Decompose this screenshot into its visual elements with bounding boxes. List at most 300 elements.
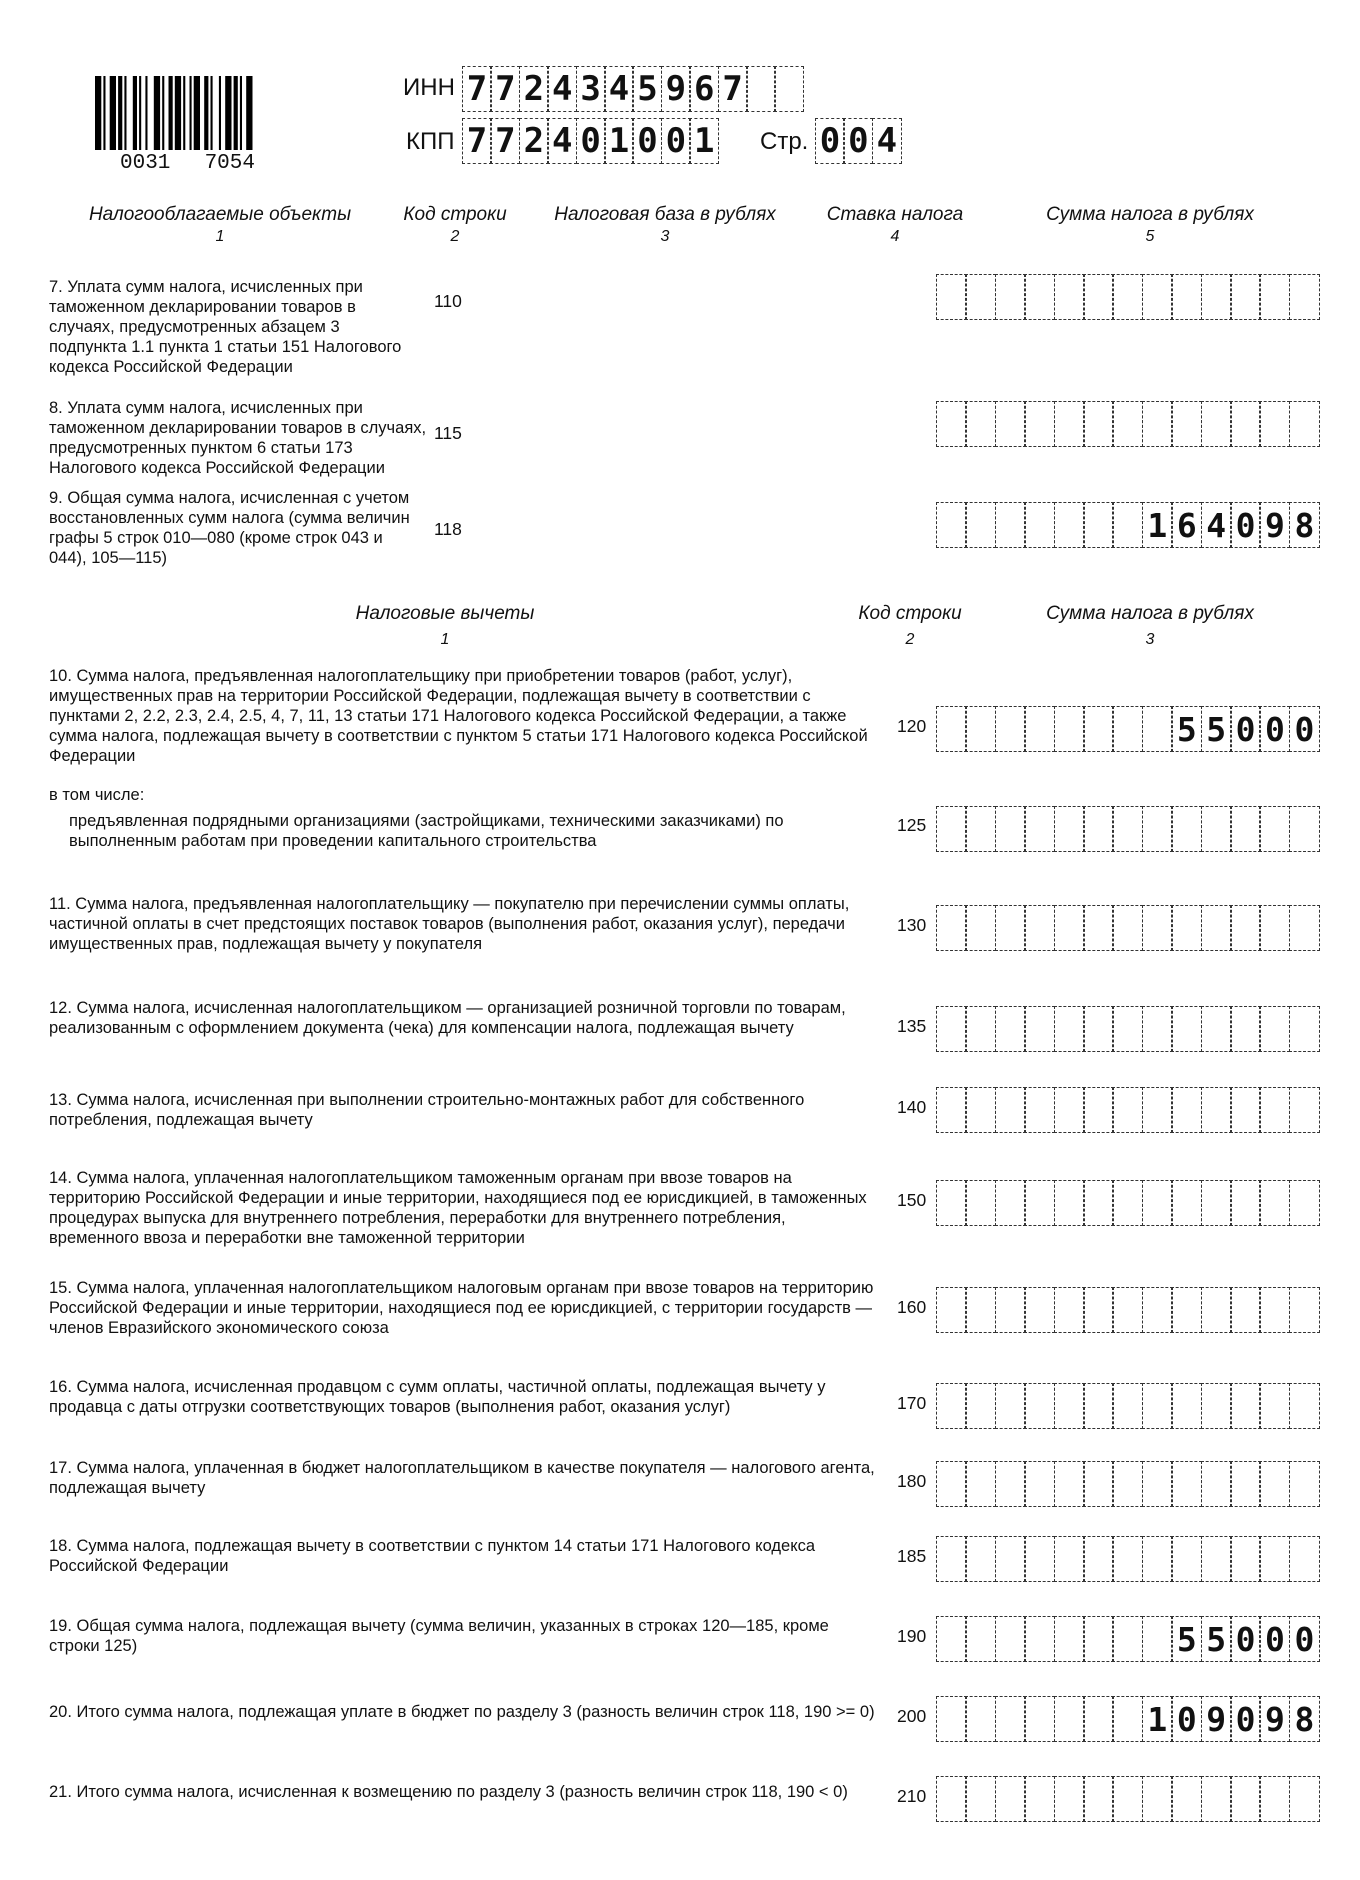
digit-cell[interactable]: 9: [1259, 502, 1290, 548]
deduction-row-label: 19. Общая сумма налога, подлежащая вычету (сумма величин, указанных в строках 120—185, кроме строки 125): [49, 1617, 829, 1655]
digit-cell[interactable]: [1024, 905, 1055, 951]
deduction-row-amount-field[interactable]: [936, 1006, 1320, 1052]
digit-cell[interactable]: [1171, 905, 1202, 951]
digit-cell[interactable]: [1083, 1461, 1114, 1507]
digit-cell[interactable]: 0: [1230, 502, 1261, 548]
deduction-row-amount-field[interactable]: [936, 1616, 1320, 1662]
digit-cell[interactable]: [1083, 806, 1114, 852]
digit-cell[interactable]: [1083, 706, 1114, 752]
digit-cell[interactable]: [1142, 1006, 1173, 1052]
digit-cell[interactable]: [965, 274, 996, 320]
digit-cell[interactable]: [995, 1087, 1026, 1133]
tax-object-row-label: 8. Уплата сумм налога, исчисленных при таможенном декларировании товаров в случаях, предусмотренных пунктом 6 статьи 173 Налогового кодекса Российской Федерации: [49, 399, 427, 477]
deduction-row-code: 185: [897, 1546, 927, 1566]
deduction-row-amount-field[interactable]: [936, 1776, 1320, 1822]
digit-cell[interactable]: 7: [718, 66, 748, 112]
kpp-field[interactable]: [462, 118, 719, 164]
deduction-row-label: 15. Сумма налога, уплаченная налогоплательщиком налоговым органам при ввозе товаров на территорию Российской Федерации и иные территории, находящиеся под ее юрисдикцией, с территории государств — членов Евразийского экономического союза: [49, 1279, 874, 1337]
digit-cell[interactable]: [1289, 1287, 1320, 1333]
digit-cell[interactable]: [1289, 1536, 1320, 1582]
digit-cell[interactable]: [1289, 905, 1320, 951]
deductions-col1-num: 1: [440, 631, 450, 648]
digit-cell[interactable]: [1083, 502, 1114, 548]
deduction-row-code: 130: [897, 915, 927, 935]
deductions-col3-header: Сумма налога в рублях: [1046, 603, 1254, 624]
digit-cell[interactable]: [995, 905, 1026, 951]
digit-cell[interactable]: [1230, 274, 1261, 320]
digit-cell[interactable]: [965, 1776, 996, 1822]
barcode-number-left: 0031: [120, 152, 171, 175]
digit-cell[interactable]: [1201, 1383, 1232, 1429]
digit-cell[interactable]: [1142, 1383, 1173, 1429]
digit-cell[interactable]: [1054, 274, 1085, 320]
deduction-row-code: 180: [897, 1471, 927, 1491]
digit-cell[interactable]: [1024, 1006, 1055, 1052]
digit-cell[interactable]: [995, 1180, 1026, 1226]
digit-cell[interactable]: [936, 1287, 967, 1333]
deduction-row-label: 12. Сумма налога, исчисленная налогоплательщиком — организацией розничной торговли по товарам, реализованным с оформлением документа (чека) для компенсации налога, подлежащая вычету: [49, 999, 846, 1037]
digit-cell[interactable]: [965, 1287, 996, 1333]
digit-cell[interactable]: 9: [1201, 1696, 1232, 1742]
deduction-row-amount-field[interactable]: [936, 706, 1320, 752]
col3-num: 3: [660, 228, 670, 245]
digit-cell[interactable]: 0: [843, 118, 873, 164]
digit-cell[interactable]: [936, 1087, 967, 1133]
digit-cell[interactable]: [995, 1461, 1026, 1507]
digit-cell[interactable]: 7: [490, 66, 520, 112]
digit-cell[interactable]: [1083, 401, 1114, 447]
digit-cell[interactable]: [1112, 905, 1143, 951]
digit-cell[interactable]: [1259, 1461, 1290, 1507]
digit-cell[interactable]: [1054, 1087, 1085, 1133]
digit-cell[interactable]: [1259, 1776, 1290, 1822]
barcode-bars: [95, 76, 280, 150]
digit-cell[interactable]: [1289, 1461, 1320, 1507]
digit-cell[interactable]: [1259, 1087, 1290, 1133]
digit-cell[interactable]: [1024, 1536, 1055, 1582]
digit-cell[interactable]: [1054, 1006, 1085, 1052]
digit-cell[interactable]: 9: [1259, 1696, 1290, 1742]
digit-cell[interactable]: [965, 806, 996, 852]
digit-cell[interactable]: [1024, 1180, 1055, 1226]
digit-cell[interactable]: [1083, 1087, 1114, 1133]
digit-cell[interactable]: [1112, 274, 1143, 320]
digit-cell[interactable]: 3: [576, 66, 606, 112]
digit-cell[interactable]: [1289, 806, 1320, 852]
deduction-row-code: 150: [897, 1190, 927, 1210]
digit-cell[interactable]: [1171, 401, 1202, 447]
digit-cell[interactable]: 0: [1230, 706, 1261, 752]
digit-cell[interactable]: 5: [1171, 1616, 1202, 1662]
digit-cell[interactable]: [1054, 1536, 1085, 1582]
digit-cell[interactable]: [1289, 1776, 1320, 1822]
digit-cell[interactable]: [1083, 1383, 1114, 1429]
digit-cell[interactable]: [1142, 1287, 1173, 1333]
digit-cell[interactable]: [1289, 274, 1320, 320]
tax-object-row-label: 9. Общая сумма налога, исчисленная с учетом восстановленных сумм налога (сумма величин графы 5 строк 010—080 (кроме строк 043 и 044), 105—115): [49, 489, 410, 567]
digit-cell[interactable]: [995, 1536, 1026, 1582]
digit-cell[interactable]: [936, 706, 967, 752]
digit-cell[interactable]: 4: [872, 118, 902, 164]
digit-cell[interactable]: [1112, 401, 1143, 447]
digit-cell[interactable]: [746, 66, 776, 112]
digit-cell[interactable]: [1083, 274, 1114, 320]
deduction-row-amount-field[interactable]: [936, 1536, 1320, 1582]
digit-cell[interactable]: [1171, 1087, 1202, 1133]
digit-cell[interactable]: [995, 1383, 1026, 1429]
deduction-row-amount-field[interactable]: [936, 905, 1320, 951]
digit-cell[interactable]: 0: [632, 118, 662, 164]
digit-cell[interactable]: [1201, 1180, 1232, 1226]
digit-cell[interactable]: [936, 1776, 967, 1822]
digit-cell[interactable]: [1201, 1536, 1232, 1582]
tax-object-row-label: 7. Уплата сумм налога, исчисленных при таможенном декларировании товаров в случаях, предусмотренных абзацем 3 подпункта 1.1 пункта 1 статьи 151 Налогового кодекса Российской Федерации: [49, 278, 402, 376]
digit-cell[interactable]: [1112, 1776, 1143, 1822]
digit-cell[interactable]: [1230, 1383, 1261, 1429]
deduction-row-amount-field[interactable]: [936, 1461, 1320, 1507]
digit-cell[interactable]: 4: [1201, 502, 1232, 548]
digit-cell[interactable]: [1201, 401, 1232, 447]
deduction-row-code: 135: [897, 1016, 927, 1036]
col1-num: 1: [215, 228, 225, 245]
digit-cell[interactable]: [965, 706, 996, 752]
digit-cell[interactable]: 0: [1171, 1696, 1202, 1742]
digit-cell[interactable]: [1171, 1536, 1202, 1582]
digit-cell[interactable]: [1024, 1696, 1055, 1742]
digit-cell[interactable]: [965, 905, 996, 951]
digit-cell[interactable]: [1024, 1616, 1055, 1662]
digit-cell[interactable]: [1142, 1180, 1173, 1226]
digit-cell[interactable]: [1024, 274, 1055, 320]
digit-cell[interactable]: [1054, 1616, 1085, 1662]
digit-cell[interactable]: [936, 1616, 967, 1662]
digit-cell[interactable]: [965, 1180, 996, 1226]
digit-cell[interactable]: [1201, 274, 1232, 320]
digit-cell[interactable]: [1083, 1536, 1114, 1582]
digit-cell[interactable]: [1259, 1287, 1290, 1333]
digit-cell[interactable]: [1024, 1087, 1055, 1133]
digit-cell[interactable]: [1201, 1006, 1232, 1052]
digit-cell[interactable]: [1201, 1287, 1232, 1333]
digit-cell[interactable]: 1: [1142, 1696, 1173, 1742]
digit-cell[interactable]: [936, 274, 967, 320]
digit-cell[interactable]: [1230, 1776, 1261, 1822]
digit-cell[interactable]: [995, 1006, 1026, 1052]
digit-cell[interactable]: [1054, 905, 1085, 951]
digit-cell[interactable]: [1024, 1776, 1055, 1822]
col5-num: 5: [1145, 228, 1155, 245]
digit-cell[interactable]: [1171, 1006, 1202, 1052]
digit-cell[interactable]: [936, 905, 967, 951]
deduction-row-code: 125: [897, 815, 927, 835]
digit-cell[interactable]: [936, 806, 967, 852]
digit-cell[interactable]: [1171, 1180, 1202, 1226]
digit-cell[interactable]: [936, 1180, 967, 1226]
digit-cell[interactable]: [1230, 1006, 1261, 1052]
digit-cell[interactable]: [1112, 1180, 1143, 1226]
digit-cell[interactable]: 1: [604, 118, 634, 164]
deduction-row-code: 170: [897, 1393, 927, 1413]
digit-cell[interactable]: 5: [1201, 706, 1232, 752]
digit-cell[interactable]: 0: [576, 118, 606, 164]
digit-cell[interactable]: [965, 1616, 996, 1662]
deduction-row-amount-field[interactable]: [936, 1287, 1320, 1333]
digit-cell[interactable]: [1142, 274, 1173, 320]
tax-object-row-code: 118: [434, 519, 462, 539]
digit-cell[interactable]: [1171, 274, 1202, 320]
digit-cell[interactable]: [995, 1287, 1026, 1333]
digit-cell[interactable]: [1054, 806, 1085, 852]
digit-cell[interactable]: 4: [547, 66, 577, 112]
digit-cell[interactable]: [995, 706, 1026, 752]
digit-cell[interactable]: [1054, 1287, 1085, 1333]
digit-cell[interactable]: [1230, 1287, 1261, 1333]
digit-cell[interactable]: [1289, 1180, 1320, 1226]
deductions-col2-num: 2: [905, 631, 915, 648]
digit-cell[interactable]: [995, 1616, 1026, 1662]
digit-cell[interactable]: [1142, 706, 1173, 752]
digit-cell[interactable]: [995, 274, 1026, 320]
digit-cell[interactable]: [1054, 1383, 1085, 1429]
digit-cell[interactable]: [1024, 806, 1055, 852]
inn-label: ИНН: [403, 74, 455, 101]
digit-cell[interactable]: 7: [490, 118, 520, 164]
deduction-row-amount-field[interactable]: [936, 1087, 1320, 1133]
digit-cell[interactable]: [1142, 1087, 1173, 1133]
digit-cell[interactable]: [1054, 1696, 1085, 1742]
deduction-row-label: предъявленная подрядными организациями (застройщиками, техническими заказчиками) по выполненным работам при проведении капитального строительства: [69, 812, 784, 850]
digit-cell[interactable]: [1054, 706, 1085, 752]
deduction-row-label: 16. Сумма налога, исчисленная продавцом с сумм оплаты, частичной оплаты, подлежащая вычету у продавца с даты отгрузки соответствующих товаров (выполнения работ, оказания услуг): [49, 1378, 826, 1416]
col4-num: 4: [890, 228, 900, 245]
digit-cell[interactable]: 2: [519, 66, 549, 112]
deduction-row-label: 18. Сумма налога, подлежащая вычету в соответствии с пунктом 14 статьи 171 Налогового кодекса Российской Федерации: [49, 1537, 816, 1575]
digit-cell[interactable]: [1112, 1383, 1143, 1429]
deduction-row-label: 11. Сумма налога, предъявленная налогоплательщику — покупателю при перечислении суммы оплаты, частичной оплаты в счет предстоящих поставок товаров (выполнения работ, оказания услуг), передачи имущественных прав, подлежащая вычету у покупателя: [49, 895, 850, 953]
digit-cell[interactable]: 2: [519, 118, 549, 164]
kpp-label: КПП: [406, 128, 455, 155]
digit-cell[interactable]: [1054, 1461, 1085, 1507]
digit-cell[interactable]: [1112, 806, 1143, 852]
digit-cell[interactable]: [1289, 1087, 1320, 1133]
digit-cell[interactable]: 4: [547, 118, 577, 164]
digit-cell[interactable]: [1259, 274, 1290, 320]
digit-cell[interactable]: [1201, 1087, 1232, 1133]
digit-cell[interactable]: 0: [1259, 706, 1290, 752]
digit-cell[interactable]: [1289, 401, 1320, 447]
digit-cell[interactable]: [1083, 1006, 1114, 1052]
digit-cell[interactable]: 5: [632, 66, 662, 112]
tax-object-row-code: 115: [434, 423, 462, 443]
deduction-row-amount-field[interactable]: [936, 806, 1320, 852]
tax-object-row-amount-field[interactable]: [936, 274, 1320, 320]
digit-cell[interactable]: [1259, 1383, 1290, 1429]
col1-header: Налогооблагаемые объекты: [88, 204, 352, 225]
digit-cell[interactable]: [1289, 1006, 1320, 1052]
digit-cell[interactable]: [1171, 1776, 1202, 1822]
digit-cell[interactable]: [936, 1696, 967, 1742]
digit-cell[interactable]: [1024, 1383, 1055, 1429]
col5-header: Сумма налога в рублях: [1046, 204, 1254, 225]
digit-cell[interactable]: 7: [462, 66, 492, 112]
digit-cell[interactable]: [936, 502, 967, 548]
digit-cell[interactable]: [1112, 1461, 1143, 1507]
digit-cell[interactable]: [965, 502, 996, 548]
digit-cell[interactable]: [995, 401, 1026, 447]
digit-cell[interactable]: [1112, 1616, 1143, 1662]
digit-cell[interactable]: [1112, 1287, 1143, 1333]
deduction-row-code: 190: [897, 1626, 927, 1646]
digit-cell[interactable]: [965, 1087, 996, 1133]
page-number-field[interactable]: [815, 118, 902, 164]
digit-cell[interactable]: [965, 1383, 996, 1429]
deductions-col3-num: 3: [1145, 631, 1155, 648]
digit-cell[interactable]: [1024, 706, 1055, 752]
digit-cell[interactable]: 0: [1289, 706, 1320, 752]
digit-cell[interactable]: [1230, 1461, 1261, 1507]
col3-header: Налоговая база в рублях: [554, 204, 776, 225]
including-label: в том числе:: [49, 786, 145, 804]
digit-cell[interactable]: [1024, 1461, 1055, 1507]
deduction-row-label: 13. Сумма налога, исчисленная при выполнении строительно-монтажных работ для собственного потребления, подлежащая вычету: [49, 1091, 805, 1129]
deduction-row-code: 160: [897, 1297, 927, 1317]
digit-cell[interactable]: [1142, 1461, 1173, 1507]
digit-cell[interactable]: [1201, 806, 1232, 852]
digit-cell[interactable]: [1230, 1180, 1261, 1226]
digit-cell[interactable]: [1083, 1287, 1114, 1333]
deduction-row-label: 21. Итого сумма налога, исчисленная к возмещению по разделу 3 (разность величин строк 118, 190 < 0): [49, 1783, 848, 1801]
digit-cell[interactable]: [1201, 1776, 1232, 1822]
digit-cell[interactable]: [1024, 1287, 1055, 1333]
digit-cell[interactable]: [965, 401, 996, 447]
digit-cell[interactable]: [995, 1776, 1026, 1822]
digit-cell[interactable]: 5: [1201, 1616, 1232, 1662]
digit-cell[interactable]: [1024, 401, 1055, 447]
digit-cell[interactable]: [1112, 1696, 1143, 1742]
digit-cell[interactable]: [1201, 905, 1232, 951]
digit-cell[interactable]: 0: [1230, 1696, 1261, 1742]
digit-cell[interactable]: [1230, 806, 1261, 852]
deduction-row-label: 17. Сумма налога, уплаченная в бюджет налогоплательщиком в качестве покупателя — налогового агента, подлежащая вычету: [49, 1459, 875, 1497]
digit-cell[interactable]: 1: [1142, 502, 1173, 548]
digit-cell[interactable]: [1083, 1696, 1114, 1742]
digit-cell[interactable]: [1142, 905, 1173, 951]
inn-field[interactable]: [462, 66, 804, 112]
digit-cell[interactable]: [965, 1461, 996, 1507]
digit-cell[interactable]: [1201, 1461, 1232, 1507]
tax-object-row-code: 110: [434, 291, 462, 311]
digit-cell[interactable]: 8: [1289, 502, 1320, 548]
digit-cell[interactable]: [1230, 1087, 1261, 1133]
digit-cell[interactable]: [1054, 1776, 1085, 1822]
digit-cell[interactable]: [936, 1383, 967, 1429]
digit-cell[interactable]: [1083, 1776, 1114, 1822]
digit-cell[interactable]: [1259, 806, 1290, 852]
tax-object-row-amount-field[interactable]: [936, 502, 1320, 548]
digit-cell[interactable]: [1112, 706, 1143, 752]
deduction-row-code: 120: [897, 716, 927, 736]
deductions-col1-header: Налоговые вычеты: [355, 603, 535, 624]
digit-cell[interactable]: [995, 502, 1026, 548]
digit-cell[interactable]: [1112, 1087, 1143, 1133]
col2-num: 2: [450, 228, 460, 245]
digit-cell[interactable]: [1230, 401, 1261, 447]
digit-cell[interactable]: [1259, 1180, 1290, 1226]
digit-cell[interactable]: 0: [1289, 1616, 1320, 1662]
digit-cell[interactable]: [995, 1696, 1026, 1742]
digit-cell[interactable]: [1142, 1616, 1173, 1662]
deduction-row-code: 200: [897, 1706, 927, 1726]
digit-cell[interactable]: 5: [1171, 706, 1202, 752]
digit-cell[interactable]: [936, 1006, 967, 1052]
digit-cell[interactable]: [936, 401, 967, 447]
digit-cell[interactable]: [1259, 1006, 1290, 1052]
deduction-row-amount-field[interactable]: [936, 1696, 1320, 1742]
digit-cell[interactable]: [1142, 806, 1173, 852]
digit-cell[interactable]: [1171, 1383, 1202, 1429]
digit-cell[interactable]: 8: [1289, 1696, 1320, 1742]
deductions-col2-header: Код строки: [858, 603, 962, 624]
digit-cell[interactable]: 0: [1259, 1616, 1290, 1662]
digit-cell[interactable]: [1112, 1536, 1143, 1582]
deduction-row-code: 210: [897, 1786, 927, 1806]
digit-cell[interactable]: [1142, 1776, 1173, 1822]
digit-cell[interactable]: 0: [661, 118, 691, 164]
digit-cell[interactable]: 6: [689, 66, 719, 112]
digit-cell[interactable]: [965, 1006, 996, 1052]
deduction-row-code: 140: [897, 1097, 927, 1117]
digit-cell[interactable]: [1142, 1536, 1173, 1582]
digit-cell[interactable]: [1171, 1287, 1202, 1333]
digit-cell[interactable]: [1112, 1006, 1143, 1052]
digit-cell[interactable]: [1171, 806, 1202, 852]
digit-cell[interactable]: 0: [1230, 1616, 1261, 1662]
digit-cell[interactable]: 0: [815, 118, 845, 164]
digit-cell[interactable]: [1230, 1536, 1261, 1582]
digit-cell[interactable]: [1083, 1180, 1114, 1226]
deduction-row-label: 20. Итого сумма налога, подлежащая уплате в бюджет по разделу 3 (разность величин строк 118, 190 >= 0): [49, 1703, 875, 1721]
digit-cell[interactable]: [774, 66, 804, 112]
digit-cell[interactable]: 9: [661, 66, 691, 112]
digit-cell[interactable]: [1142, 401, 1173, 447]
digit-cell[interactable]: [1024, 502, 1055, 548]
digit-cell[interactable]: [1112, 502, 1143, 548]
deduction-row-amount-field[interactable]: [936, 1383, 1320, 1429]
digit-cell[interactable]: [965, 1696, 996, 1742]
digit-cell[interactable]: 1: [689, 118, 719, 164]
digit-cell[interactable]: [936, 1461, 967, 1507]
digit-cell[interactable]: 7: [462, 118, 492, 164]
digit-cell[interactable]: [936, 1536, 967, 1582]
digit-cell[interactable]: [965, 1536, 996, 1582]
digit-cell[interactable]: [1259, 401, 1290, 447]
digit-cell[interactable]: [1054, 1180, 1085, 1226]
digit-cell[interactable]: [1230, 905, 1261, 951]
digit-cell[interactable]: 4: [604, 66, 634, 112]
digit-cell[interactable]: [1083, 1616, 1114, 1662]
digit-cell[interactable]: [1289, 1383, 1320, 1429]
deduction-row-amount-field[interactable]: [936, 1180, 1320, 1226]
digit-cell[interactable]: [995, 806, 1026, 852]
digit-cell[interactable]: [1259, 905, 1290, 951]
digit-cell[interactable]: [1259, 1536, 1290, 1582]
digit-cell[interactable]: [1054, 401, 1085, 447]
digit-cell[interactable]: [1083, 905, 1114, 951]
tax-object-row-amount-field[interactable]: [936, 401, 1320, 447]
digit-cell[interactable]: [1054, 502, 1085, 548]
digit-cell[interactable]: [1171, 1461, 1202, 1507]
digit-cell[interactable]: 6: [1171, 502, 1202, 548]
